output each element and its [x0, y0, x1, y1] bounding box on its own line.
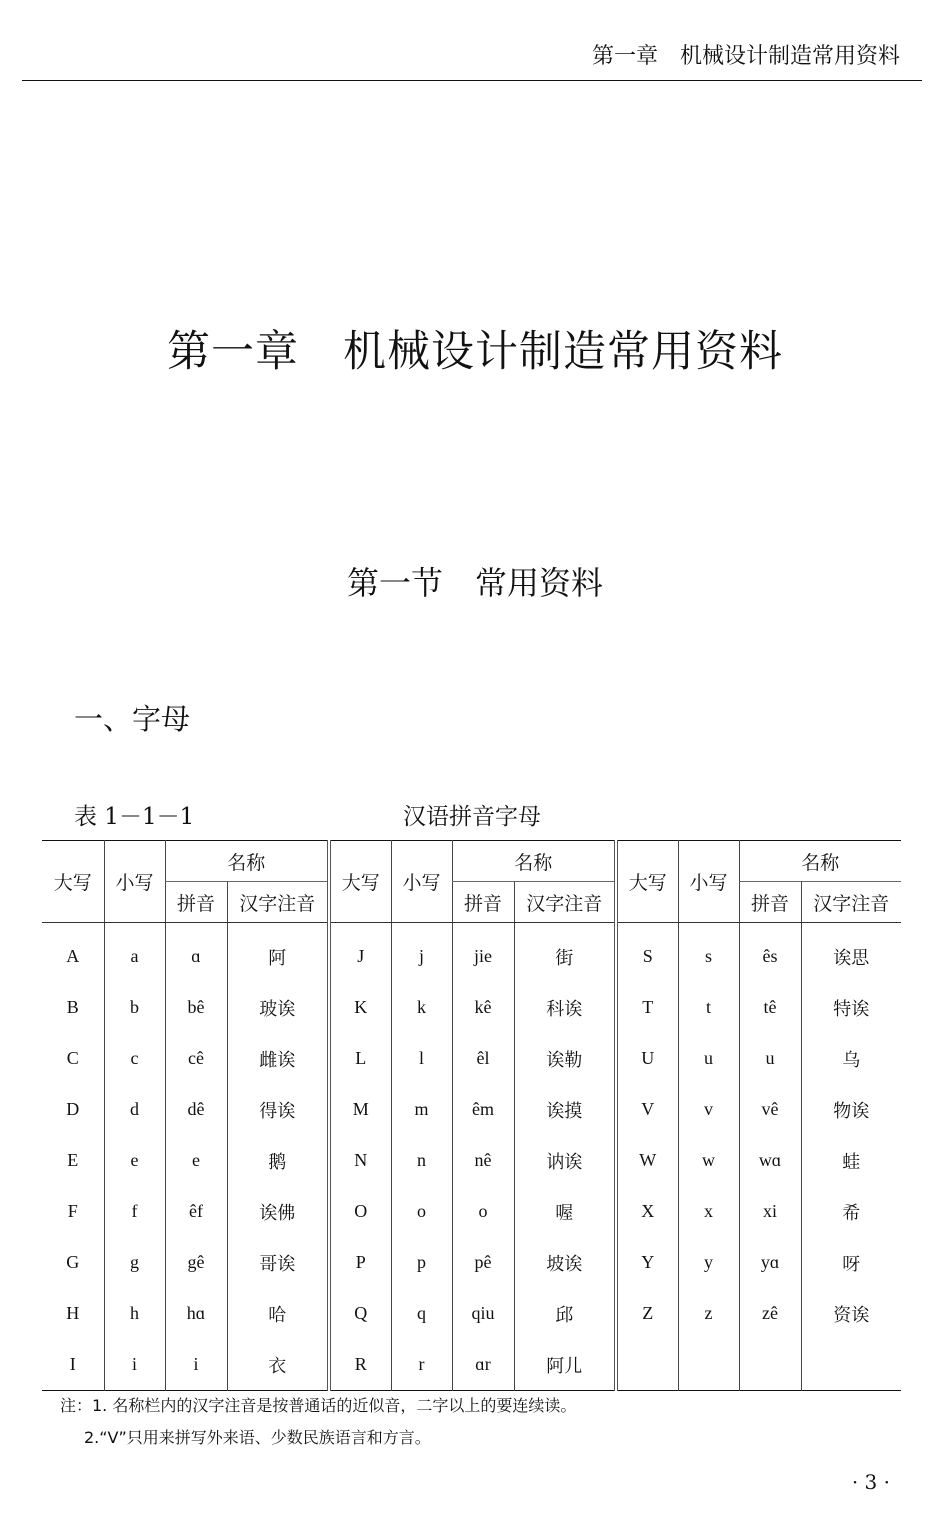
cell-upper-letter: G [66, 1252, 80, 1272]
cell-hanzi-name: 得诶 [227, 1084, 329, 1135]
cell-hanzi-name: 衣 [227, 1339, 329, 1391]
header-hanzi: 汉字注音 [227, 882, 329, 923]
cell-pinyin-name: nê [452, 1135, 514, 1186]
cell-hanzi-name: 特诶 [801, 982, 901, 1033]
cell-hanzi-name: 希 [801, 1186, 901, 1237]
note-1: 注：1. 名称栏内的汉字注音是按普通话的近似音，二字以上的要连续读。 [60, 1396, 577, 1415]
cell-pinyin-name: êf [165, 1186, 227, 1237]
cell-pinyin-name: xi [739, 1186, 801, 1237]
cell-hanzi-name: 诶勒 [514, 1033, 616, 1084]
cell-pinyin-name: jie [452, 923, 514, 983]
cell-lower-letter: m [391, 1084, 452, 1135]
header-name: 名称 [452, 841, 616, 882]
cell-lower-letter: t [678, 982, 739, 1033]
cell-pinyin-name: ɑ [165, 923, 227, 983]
cell-hanzi-name: 哈 [227, 1288, 329, 1339]
cell-upper-letter: P [329, 1237, 391, 1288]
cell-lower-letter: q [391, 1288, 452, 1339]
cell-hanzi-name: 鹅 [227, 1135, 329, 1186]
cell-upper-letter: R [329, 1339, 391, 1391]
header-hanzi: 汉字注音 [514, 882, 616, 923]
table-row [42, 1186, 901, 1237]
table-row [42, 1135, 901, 1186]
header-hanzi: 汉字注音 [801, 882, 901, 923]
cell-pinyin-name: ês [739, 923, 801, 983]
header-upper: 大写 [329, 841, 391, 923]
cell-pinyin-name: gê [165, 1237, 227, 1288]
cell-lower-letter: h [104, 1288, 165, 1339]
cell-lower-letter: e [104, 1135, 165, 1186]
table-row [42, 1288, 901, 1339]
cell-lower-letter [678, 1339, 739, 1391]
running-head: 第一章 机械设计制造常用资料 [22, 40, 922, 81]
cell-lower-letter: k [391, 982, 452, 1033]
cell-pinyin-name: cê [165, 1033, 227, 1084]
cell-lower-letter: c [104, 1033, 165, 1084]
cell-upper-letter: T [616, 982, 678, 1033]
cell-hanzi-name: 阿 [227, 923, 329, 983]
cell-hanzi-name: 诶佛 [227, 1186, 329, 1237]
chapter-title: 第一章 机械设计制造常用资料 [167, 327, 783, 377]
cell-upper-letter: M [329, 1084, 391, 1135]
cell-pinyin-name: hɑ [165, 1288, 227, 1339]
cell-hanzi-name: 讷诶 [514, 1135, 616, 1186]
cell-lower-letter: g [104, 1237, 165, 1288]
cell-upper-letter: X [616, 1186, 678, 1237]
cell-upper-letter: E [67, 1150, 79, 1170]
cell-hanzi-name: 哥诶 [227, 1237, 329, 1288]
header-lower: 小写 [678, 841, 739, 923]
cell-hanzi-name: 物诶 [801, 1084, 901, 1135]
cell-lower-letter: l [391, 1033, 452, 1084]
header-lower: 小写 [104, 841, 165, 923]
cell-pinyin-name: yɑ [739, 1237, 801, 1288]
cell-upper-letter: H [66, 1303, 80, 1323]
section-title: 第一节 常用资料 [346, 564, 603, 602]
cell-pinyin-name: dê [165, 1084, 227, 1135]
cell-pinyin-name: i [165, 1339, 227, 1391]
cell-hanzi-name: 雌诶 [227, 1033, 329, 1084]
cell-lower-letter: u [678, 1033, 739, 1084]
cell-hanzi-name: 诶摸 [514, 1084, 616, 1135]
table-header-row-1 [42, 841, 901, 882]
cell-upper-letter: L [329, 1033, 391, 1084]
cell-upper-letter: J [329, 923, 391, 983]
cell-lower-letter: b [104, 982, 165, 1033]
cell-lower-letter: r [391, 1339, 452, 1391]
table-row [42, 923, 901, 983]
header-pinyin: 拼音 [165, 882, 227, 923]
cell-upper-letter: W [616, 1135, 678, 1186]
page-number: · 3 · [851, 1470, 890, 1494]
cell-hanzi-name: 科诶 [514, 982, 616, 1033]
header-lower: 小写 [391, 841, 452, 923]
cell-pinyin-name: pê [452, 1237, 514, 1288]
header-pinyin: 拼音 [739, 882, 801, 923]
cell-upper-letter: Q [329, 1288, 391, 1339]
sub-heading: 一、字母 [74, 702, 191, 736]
table-row [42, 1237, 901, 1288]
cell-pinyin-name: tê [739, 982, 801, 1033]
cell-upper-letter [616, 1339, 678, 1391]
pinyin-alphabet-table [42, 840, 901, 1391]
cell-upper-letter: C [66, 1048, 79, 1068]
cell-lower-letter: y [678, 1237, 739, 1288]
cell-lower-letter: x [678, 1186, 739, 1237]
header-name: 名称 [739, 841, 901, 882]
cell-lower-letter: i [104, 1339, 165, 1391]
table-row [42, 982, 901, 1033]
cell-hanzi-name: 喔 [514, 1186, 616, 1237]
cell-upper-letter: F [67, 1201, 78, 1221]
cell-upper-letter: K [329, 982, 391, 1033]
cell-lower-letter: n [391, 1135, 452, 1186]
cell-pinyin-name: êm [452, 1084, 514, 1135]
cell-lower-letter: d [104, 1084, 165, 1135]
header-name: 名称 [165, 841, 329, 882]
cell-hanzi-name [801, 1339, 901, 1391]
cell-hanzi-name: 诶思 [801, 923, 901, 983]
table-row [42, 1084, 901, 1135]
cell-lower-letter: w [678, 1135, 739, 1186]
cell-lower-letter: s [678, 923, 739, 983]
cell-pinyin-name: wɑ [739, 1135, 801, 1186]
cell-hanzi-name: 蛙 [801, 1135, 901, 1186]
cell-pinyin-name: u [739, 1033, 801, 1084]
cell-pinyin-name: qiu [452, 1288, 514, 1339]
cell-upper-letter: Z [616, 1288, 678, 1339]
cell-hanzi-name: 邱 [514, 1288, 616, 1339]
cell-hanzi-name: 呀 [801, 1237, 901, 1288]
cell-lower-letter: f [104, 1186, 165, 1237]
cell-upper-letter: B [66, 997, 79, 1017]
header-upper: 大写 [42, 841, 104, 923]
cell-hanzi-name: 坡诶 [514, 1237, 616, 1288]
cell-upper-letter: I [69, 1354, 76, 1374]
cell-pinyin-name: e [165, 1135, 227, 1186]
cell-hanzi-name: 乌 [801, 1033, 901, 1084]
cell-lower-letter: p [391, 1237, 452, 1288]
cell-pinyin-name: o [452, 1186, 514, 1237]
cell-upper-letter: U [616, 1033, 678, 1084]
cell-lower-letter: j [391, 923, 452, 983]
cell-pinyin-name: êl [452, 1033, 514, 1084]
cell-lower-letter: a [104, 923, 165, 983]
table-notes [60, 1390, 576, 1454]
cell-hanzi-name: 资诶 [801, 1288, 901, 1339]
header-pinyin: 拼音 [452, 882, 514, 923]
table-number: 表 1－1－1 [74, 804, 195, 830]
cell-upper-letter: N [329, 1135, 391, 1186]
cell-pinyin-name: vê [739, 1084, 801, 1135]
cell-upper-letter: O [329, 1186, 391, 1237]
cell-pinyin-name: bê [165, 982, 227, 1033]
table-title: 汉语拼音字母 [403, 804, 541, 830]
cell-upper-letter: A [66, 946, 80, 966]
cell-hanzi-name: 街 [514, 923, 616, 983]
note-2: 2.“V”只用来拼写外来语、少数民族语言和方言。 [84, 1428, 431, 1447]
cell-upper-letter: S [616, 923, 678, 983]
cell-upper-letter: D [66, 1099, 80, 1119]
cell-lower-letter: z [678, 1288, 739, 1339]
cell-pinyin-name [739, 1339, 801, 1391]
cell-lower-letter: o [391, 1186, 452, 1237]
cell-pinyin-name: zê [739, 1288, 801, 1339]
cell-pinyin-name: kê [452, 982, 514, 1033]
table-body [42, 923, 901, 1391]
cell-hanzi-name: 阿儿 [514, 1339, 616, 1391]
header-upper: 大写 [616, 841, 678, 923]
cell-hanzi-name: 玻诶 [227, 982, 329, 1033]
table-row [42, 1339, 901, 1391]
table-row [42, 1033, 901, 1084]
cell-pinyin-name: ɑr [452, 1339, 514, 1391]
cell-upper-letter: Y [616, 1237, 678, 1288]
cell-upper-letter: V [616, 1084, 678, 1135]
cell-lower-letter: v [678, 1084, 739, 1135]
table-header-row-2 [42, 882, 901, 923]
